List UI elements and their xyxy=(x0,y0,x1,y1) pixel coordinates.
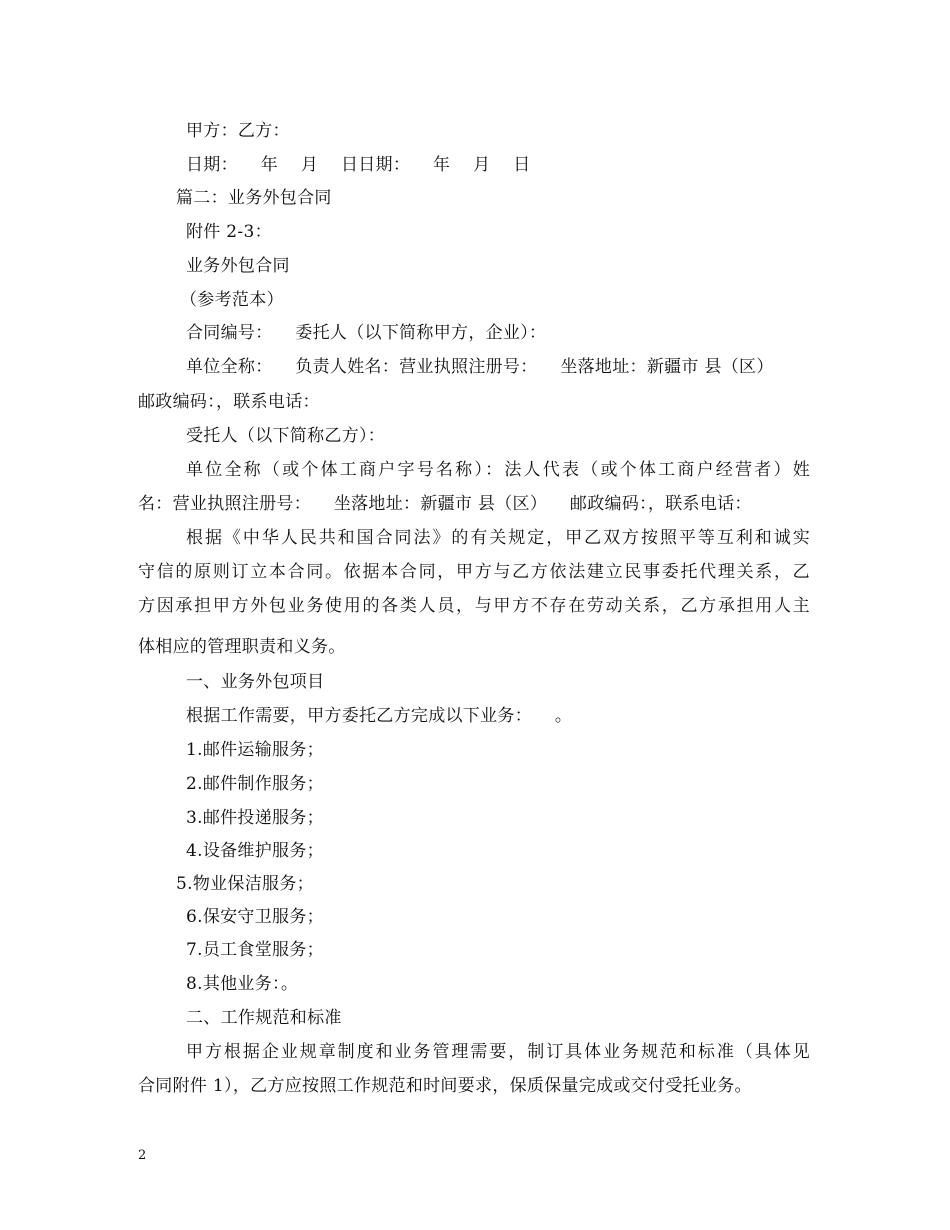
section-heading: 篇二：业务外包合同 xyxy=(176,188,332,208)
contract-title: 业务外包合同 xyxy=(186,256,290,276)
page-number: 2 xyxy=(138,1148,147,1163)
signature-parties-line: 甲方：乙方： xyxy=(186,121,290,141)
list-item: 1.邮件运输服务； xyxy=(186,740,324,760)
contract-subtitle: （参考范本） xyxy=(180,290,284,310)
paragraph-line: 甲方根据企业规章制度和业务管理需要，制订具体业务规范和标准（具体见 xyxy=(186,1042,810,1062)
list-item: 2.邮件制作服务； xyxy=(186,774,324,794)
list-item: 5.物业保洁服务； xyxy=(176,874,314,894)
list-item: 4.设备维护服务； xyxy=(186,841,324,861)
party-a-info-line: 单位全称： 负责人姓名：营业执照注册号： 坐落地址：新疆市 县（区） xyxy=(186,357,774,377)
paragraph-line: 守信的原则订立本合同。依据本合同，甲方与乙方依法建立民事委托代理关系，乙 xyxy=(138,562,810,582)
party-b-info-line: 单位全称（或个体工商户字号名称）：法人代表（或个体工商户经营者）姓 xyxy=(186,460,810,480)
paragraph-line: 合同附件 1），乙方应按照工作规范和时间要求，保质保量完成或交付受托业务。 xyxy=(138,1076,752,1096)
party-b-contact-line: 名：营业执照注册号： 坐落地址：新疆市 县（区） 邮政编码：，联系电话： xyxy=(138,494,752,514)
paragraph-line: 方因承担甲方外包业务使用的各类人员，与甲方不存在劳动关系，乙方承担用人主 xyxy=(138,596,810,616)
clause-heading: 一、业务外包项目 xyxy=(186,672,325,692)
signature-date-line: 日期： 年 月 日日期： 年 月 日 xyxy=(186,155,531,175)
clause-text: 根据工作需要，甲方委托乙方完成以下业务： 。 xyxy=(186,706,573,726)
paragraph-line: 根据《中华人民共和国合同法》的有关规定，甲乙双方按照平等互利和诚实 xyxy=(186,528,810,548)
contract-number-line: 合同编号： 委托人（以下简称甲方，企业）： xyxy=(186,323,547,343)
list-item: 3.邮件投递服务； xyxy=(186,808,324,828)
attachment-label: 附件 2-3： xyxy=(186,222,272,242)
list-item: 8.其他业务：。 xyxy=(186,974,299,994)
clause-heading: 二、工作规范和标准 xyxy=(186,1008,342,1028)
list-item: 7.员工食堂服务； xyxy=(186,940,324,960)
party-b-heading: 受托人（以下简称乙方）： xyxy=(186,426,386,446)
party-a-contact-line: 邮政编码：，联系电话： xyxy=(138,392,320,412)
paragraph-line: 体相应的管理职责和义务。 xyxy=(138,637,346,657)
list-item: 6.保安守卫服务； xyxy=(186,907,324,927)
